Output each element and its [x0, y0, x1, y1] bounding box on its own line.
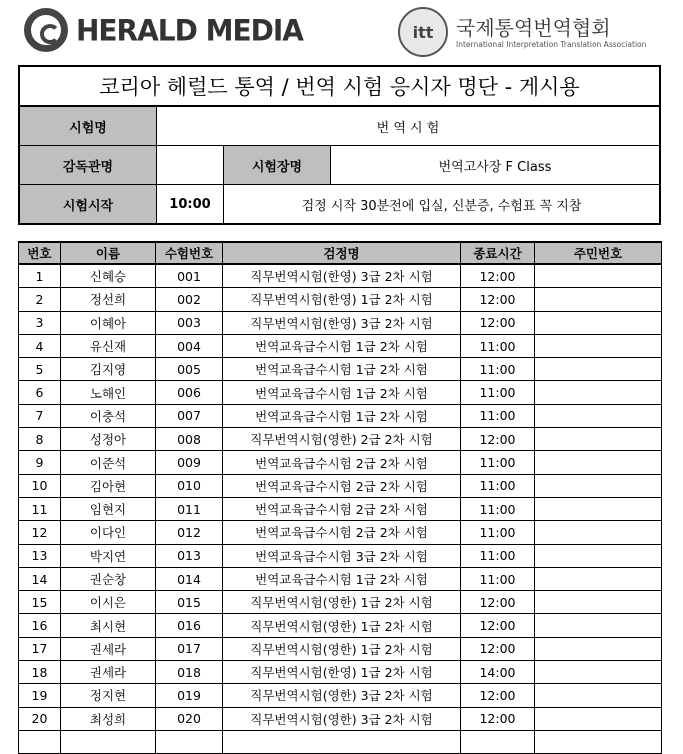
cell-rrn	[535, 404, 662, 427]
cell-name: 권세라	[61, 661, 156, 684]
cell-exam-name: 직무번역시험(한영) 3급 2차 시험	[223, 311, 461, 334]
cell-exam-id: 004	[156, 334, 223, 357]
cell-end-time: 12:00	[461, 428, 535, 451]
cell-exam-name: 번역교육급수시험 1급 2차 시험	[223, 404, 461, 427]
cell-exam-name: 직무번역시험(영한) 1급 2차 시험	[223, 591, 461, 614]
cell-exam-id: 002	[156, 288, 223, 311]
table-row	[19, 381, 662, 404]
cell-number: 8	[19, 428, 61, 451]
herald-logo-text: HERALD MEDIA	[76, 12, 303, 48]
cell-end-time: 11:00	[461, 451, 535, 474]
col-rrn-header: 주민번호	[535, 242, 662, 264]
cell-rrn	[535, 358, 662, 381]
cell-exam-id: 013	[156, 544, 223, 567]
cell-exam-id: 010	[156, 474, 223, 497]
cell-number: 9	[19, 451, 61, 474]
cell-number	[19, 730, 61, 753]
cell-rrn	[535, 591, 662, 614]
cell-number: 17	[19, 637, 61, 660]
page-title: 코리아 헤럴드 통역 / 번역 시험 응시자 명단 - 게시용	[20, 67, 659, 107]
cell-end-time: 11:00	[461, 474, 535, 497]
col-name-header: 이름	[61, 242, 156, 264]
table-row	[19, 521, 662, 544]
itt-seal-icon: itt	[398, 7, 448, 57]
start-label: 시험시작	[20, 185, 157, 223]
itt-logo	[398, 6, 646, 58]
cell-exam-name: 번역교육급수시험 2급 2차 시험	[223, 497, 461, 520]
cell-end-time: 11:00	[461, 544, 535, 567]
table-row	[19, 358, 662, 381]
cell-end-time: 12:00	[461, 591, 535, 614]
cell-exam-id	[156, 730, 223, 753]
cell-name: 이혜아	[61, 311, 156, 334]
table-row	[19, 334, 662, 357]
cell-exam-name: 번역교육급수시험 1급 2차 시험	[223, 567, 461, 590]
cell-exam-name: 번역교육급수시험 1급 2차 시험	[223, 334, 461, 357]
cell-rrn	[535, 637, 662, 660]
cell-rrn	[535, 730, 662, 753]
cell-rrn	[535, 311, 662, 334]
table-row	[19, 707, 662, 730]
cell-number: 16	[19, 614, 61, 637]
table-row	[19, 451, 662, 474]
cell-exam-name	[223, 730, 461, 753]
cell-exam-id: 012	[156, 521, 223, 544]
cell-exam-id: 008	[156, 428, 223, 451]
cell-exam-name: 직무번역시험(영한) 3급 2차 시험	[223, 707, 461, 730]
cell-rrn	[535, 567, 662, 590]
cell-end-time: 12:00	[461, 288, 535, 311]
table-row	[19, 497, 662, 520]
cell-rrn	[535, 707, 662, 730]
table-row	[19, 404, 662, 427]
cell-exam-name: 직무번역시험(한영) 1급 2차 시험	[223, 661, 461, 684]
cell-number: 7	[19, 404, 61, 427]
cell-end-time: 11:00	[461, 358, 535, 381]
cell-end-time: 12:00	[461, 684, 535, 707]
cell-exam-id: 001	[156, 264, 223, 288]
cell-name: 임현지	[61, 497, 156, 520]
cell-name: 이준석	[61, 451, 156, 474]
cell-exam-name: 번역교육급수시험 2급 2차 시험	[223, 521, 461, 544]
cell-exam-id: 005	[156, 358, 223, 381]
cell-exam-name: 직무번역시험(영한) 2급 2차 시험	[223, 428, 461, 451]
table-row	[19, 264, 662, 288]
col-number-header: 번호	[19, 242, 61, 264]
cell-end-time: 12:00	[461, 264, 535, 288]
cell-end-time: 14:00	[461, 661, 535, 684]
cell-exam-id: 009	[156, 451, 223, 474]
cell-end-time: 11:00	[461, 567, 535, 590]
cell-number: 19	[19, 684, 61, 707]
cell-number: 14	[19, 567, 61, 590]
candidate-roster-table	[18, 241, 662, 754]
cell-number: 3	[19, 311, 61, 334]
cell-name: 성정아	[61, 428, 156, 451]
itt-name-english: International Interpretation Translation Association	[456, 39, 647, 49]
herald-media-logo	[24, 8, 303, 52]
table-row	[19, 474, 662, 497]
cell-number: 1	[19, 264, 61, 288]
supervisor-label: 감독관명	[20, 146, 157, 184]
table-row	[19, 311, 662, 334]
start-time: 10:00	[157, 185, 224, 223]
cell-exam-id: 019	[156, 684, 223, 707]
table-row	[19, 567, 662, 590]
cell-rrn	[535, 451, 662, 474]
table-row	[19, 684, 662, 707]
cell-name: 권세라	[61, 637, 156, 660]
cell-end-time: 12:00	[461, 637, 535, 660]
cell-name: 노해인	[61, 381, 156, 404]
cell-exam-name: 번역교육급수시험 3급 2차 시험	[223, 544, 461, 567]
table-row	[19, 730, 662, 753]
cell-rrn	[535, 614, 662, 637]
cell-name: 권순창	[61, 567, 156, 590]
cell-rrn	[535, 661, 662, 684]
cell-exam-name: 직무번역시험(영한) 1급 2차 시험	[223, 614, 461, 637]
cell-exam-id: 007	[156, 404, 223, 427]
cell-exam-name: 번역교육급수시험 2급 2차 시험	[223, 451, 461, 474]
venue-value: 번역고사장 F Class	[438, 159, 552, 175]
table-row	[19, 591, 662, 614]
cell-number: 11	[19, 497, 61, 520]
table-row	[19, 428, 662, 451]
cell-end-time: 12:00	[461, 707, 535, 730]
cell-end-time: 11:00	[461, 521, 535, 544]
cell-name	[61, 730, 156, 753]
cell-name: 최시현	[61, 614, 156, 637]
cell-exam-name: 번역교육급수시험 2급 2차 시험	[223, 474, 461, 497]
roster-header-row	[19, 242, 662, 264]
cell-exam-name: 번역교육급수시험 1급 2차 시험	[223, 381, 461, 404]
cell-rrn	[535, 544, 662, 567]
cell-name: 정선희	[61, 288, 156, 311]
cell-exam-id: 003	[156, 311, 223, 334]
cell-exam-id: 017	[156, 637, 223, 660]
exam-info-table	[18, 65, 661, 225]
entry-notice: 검정 시작 30분전에 입실, 신분증, 수험표 꼭 지참	[301, 198, 582, 214]
cell-name: 이시은	[61, 591, 156, 614]
cell-end-time: 12:00	[461, 311, 535, 334]
supervisor-value	[157, 146, 224, 184]
cell-number: 10	[19, 474, 61, 497]
cell-name: 박지연	[61, 544, 156, 567]
table-row	[19, 661, 662, 684]
exam-name-value: 번 역 시 험	[376, 120, 440, 136]
cell-name: 이충석	[61, 404, 156, 427]
itt-name-korean: 국제통역번역협회	[456, 15, 611, 40]
cell-number: 6	[19, 381, 61, 404]
col-endtime-header: 종료시간	[461, 242, 535, 264]
cell-rrn	[535, 381, 662, 404]
table-row	[19, 544, 662, 567]
col-exam-header: 검정명	[223, 242, 461, 264]
table-row	[19, 614, 662, 637]
cell-number: 13	[19, 544, 61, 567]
cell-end-time	[461, 730, 535, 753]
cell-exam-name: 직무번역시험(한영) 3급 2차 시험	[223, 264, 461, 288]
cell-exam-name: 직무번역시험(영한) 1급 2차 시험	[223, 637, 461, 660]
cell-name: 이다인	[61, 521, 156, 544]
cell-number: 18	[19, 661, 61, 684]
cell-name: 김지영	[61, 358, 156, 381]
cell-number: 2	[19, 288, 61, 311]
cell-name: 김아현	[61, 474, 156, 497]
cell-number: 12	[19, 521, 61, 544]
cell-exam-name: 번역교육급수시험 1급 2차 시험	[223, 358, 461, 381]
cell-rrn	[535, 334, 662, 357]
cell-rrn	[535, 288, 662, 311]
col-id-header: 수험번호	[156, 242, 223, 264]
table-row	[19, 288, 662, 311]
cell-exam-id: 014	[156, 567, 223, 590]
cell-number: 4	[19, 334, 61, 357]
cell-name: 유신재	[61, 334, 156, 357]
cell-exam-id: 018	[156, 661, 223, 684]
table-row	[19, 637, 662, 660]
cell-name: 신혜승	[61, 264, 156, 288]
cell-exam-name: 직무번역시험(한영) 1급 2차 시험	[223, 288, 461, 311]
cell-number: 15	[19, 591, 61, 614]
cell-exam-id: 006	[156, 381, 223, 404]
cell-exam-id: 015	[156, 591, 223, 614]
venue-label: 시험장명	[224, 146, 331, 184]
cell-end-time: 11:00	[461, 381, 535, 404]
cell-rrn	[535, 521, 662, 544]
cell-rrn	[535, 497, 662, 520]
cell-number: 20	[19, 707, 61, 730]
cell-rrn	[535, 428, 662, 451]
cell-end-time: 11:00	[461, 497, 535, 520]
cell-name: 최성희	[61, 707, 156, 730]
cell-end-time: 11:00	[461, 334, 535, 357]
cell-exam-id: 020	[156, 707, 223, 730]
cell-rrn	[535, 474, 662, 497]
cell-exam-name: 직무번역시험(영한) 3급 2차 시험	[223, 684, 461, 707]
cell-exam-id: 016	[156, 614, 223, 637]
herald-logo-icon	[24, 8, 68, 52]
exam-name-label: 시험명	[20, 107, 157, 145]
cell-rrn	[535, 264, 662, 288]
cell-exam-id: 011	[156, 497, 223, 520]
cell-number: 5	[19, 358, 61, 381]
cell-end-time: 11:00	[461, 404, 535, 427]
cell-rrn	[535, 684, 662, 707]
cell-name: 정지현	[61, 684, 156, 707]
cell-end-time: 12:00	[461, 614, 535, 637]
